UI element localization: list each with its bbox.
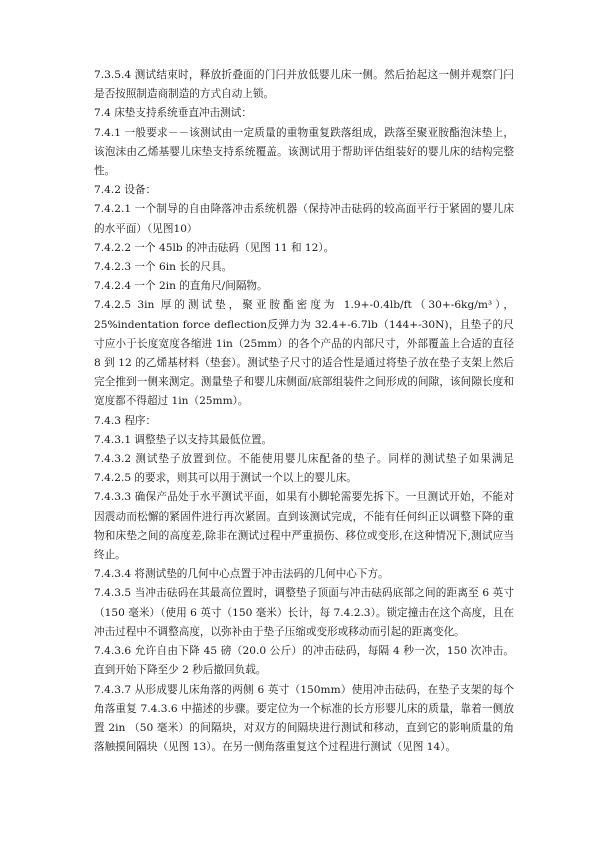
paragraph-7-3-5-4: 7.3.5.4 测试结束时，释放折叠面的门闩并放低婴儿床一侧。然后抬起这一侧并观察门闩是否按照制造商制造的方式自动上锁。 bbox=[94, 69, 514, 101]
paragraph-7-4-2-4: 7.4.2.4 一个 2in 的直角尺/间隔物。 bbox=[94, 280, 268, 293]
heading-7-4-2: 7.4.2 设备： bbox=[94, 184, 157, 197]
paragraph-7-4-3-7: 7.4.3.7 从形成婴儿床角落的两侧 6 英寸（150mm）使用冲击砝码，在垫子支架的每个角落重复 7.4.3.6 中描述的步骤。要定位为一个标准的长方形婴儿床的质量，靠着一侧放置 2in （50 毫米）的间隔块，对双方的间隔块进行测试和移动，直到它的影响质量的角落触摸间隔块（见图 13）。在另一侧角落重复这个过程进行测试（见图 14）。 bbox=[94, 683, 514, 754]
paragraph-7-4-3-5: 7.4.3.5 当冲击砝码在其最高位置时，调整垫子顶面与冲击砝码底部之间的距离至 6 英寸（150 毫米）（使用 6 英寸（150 毫米）长计，每 7.4.2.3）。锁定撞击在这个高度，且在冲击过程中不调整高度，以弥补由于垫子压缩或变形或移动而引起的距离变化。 bbox=[94, 587, 514, 638]
paragraph-7-4-3-3: 7.4.3.3 确保产品处于水平测试平面，如果有小脚轮需要先拆下。一旦测试开始，不能对因震动而松懈的紧固件进行再次紧固。直到该测试完成，不能有任何纠正以调整下降的重物和床垫之间的高度差,除非在测试过程中严重损伤、移位或变形,在这种情况下,测试应当终止。 bbox=[94, 491, 514, 562]
paragraph-7-4-3-6: 7.4.3.6 允许自由下降 45 磅（20.0 公斤）的冲击砝码，每隔 4 秒一次，150 次冲击。直到开始下降至少 2 秒后撤回负载。 bbox=[94, 645, 514, 677]
paragraph-7-4-3-1: 7.4.3.1 调整垫子以支持其最低位置。 bbox=[94, 433, 273, 446]
document-body bbox=[94, 66, 514, 757]
heading-7-4-3: 7.4.3 程序： bbox=[94, 414, 157, 427]
paragraph-7-4-1: 7.4.1 一般要求－－该测试由一定质量的重物重复跌落组成，跌落至聚亚胺酯泡沫垫上，该泡沫由乙烯基婴儿床垫支持系统覆盖。该测试用于帮助评估组装好的婴儿床的结构完整性。 bbox=[94, 126, 514, 178]
paragraph-7-4-2-2: 7.4.2.2 一个 45lb 的冲击砝码（见图 11 和 12）。 bbox=[94, 241, 335, 254]
paragraph-7-4-2-5: 7.4.2.5 3in 厚的测试垫，聚亚胺酯密度为 1.9+-0.4lb/ft（30+-6kg/m³），25%indentation force deflection反弹力为 32.4+-6.7lb（144+-30N)，且垫子的尺寸应小于长度宽度各缩进 1in（25mm）的各个产品的内部尺寸，外部覆盖上合适的直径 8 到 12 的乙烯基材料（垫套）。测试垫子尺寸的适合性是通过将垫子放在垫子支架上然后完全推到一侧来测定。测量垫子和婴儿床侧面/底部组装件之间形成的间隙，该间隙长度和宽度都不得超过 1in（25mm）。 bbox=[94, 299, 514, 408]
paragraph-7-4-2-1: 7.4.2.1 一个制导的自由降落冲击系统机器（保持冲击砝码的较高面平行于紧固的婴儿床的水平面）（见图10） bbox=[94, 203, 514, 235]
heading-7-4: 7.4 床垫支持系统垂直冲击测试： bbox=[94, 107, 252, 120]
paragraph-7-4-3-2: 7.4.3.2 测试垫子放置到位。不能使用婴儿床配备的垫子。同样的测试垫子如果满足 7.4.2.5 的要求，则其可以用于测试一个以上的婴儿床。 bbox=[94, 453, 514, 485]
paragraph-7-4-3-4: 7.4.3.4 将测试垫的几何中心点置于冲击法码的几何中心下方。 bbox=[94, 568, 389, 581]
paragraph-7-4-2-3: 7.4.2.3 一个 6in 长的尺具。 bbox=[94, 261, 233, 274]
